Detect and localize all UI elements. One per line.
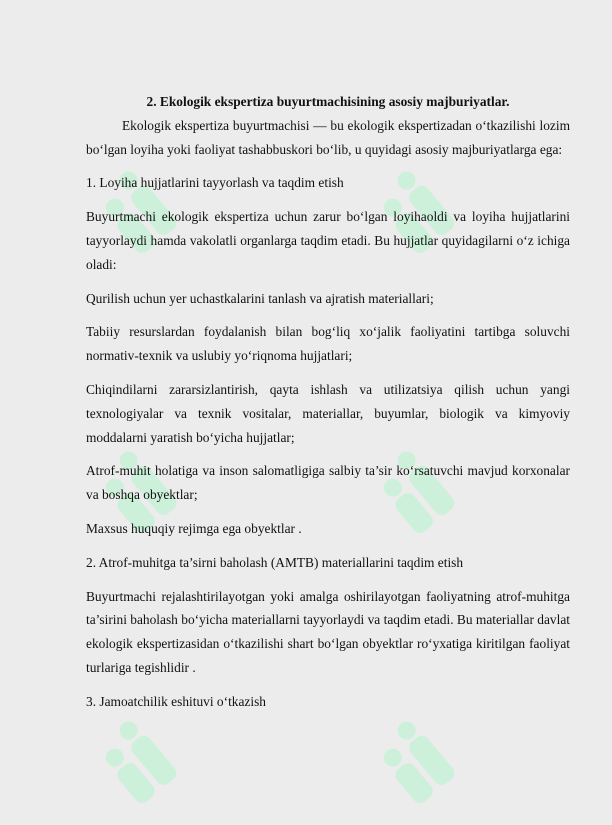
list-item: Maxsus huquqiy rejimga ega obyektlar . xyxy=(86,520,302,536)
section-heading: 2. Ekologik ekspertiza buyurtmachisining asosiy majburiyatlar. xyxy=(146,94,510,109)
subheading-3: 3. Jamoatchilik eshituvi o‘tkazish xyxy=(86,693,266,709)
list-item: Tabiiy resurslardan foydalanish bilan bog‘liq xo‘jalik faoliyatini tartibga soluvchi normativ-texnik va uslubiy yo‘riqnoma hujjatlari; xyxy=(86,324,570,364)
paragraph: Buyurtmachi ekologik ekspertiza uchun zarur bo‘lgan loyihaoldi va loyiha hujjatlarini tayyorlaydi hamda vakolatli organlarga taqdim etadi. Bu hujjatlar quyidagilarni o‘z ichiga oladi: xyxy=(86,209,570,272)
subheading-2: 2. Atrof-muhitga ta’sirni baholash (AMTB) materiallarini taqdim etish xyxy=(86,554,464,570)
list-item: Qurilish uchun yer uchastkalarini tanlash va ajratish materiallari; xyxy=(86,290,434,306)
paragraph: Buyurtmachi rejalashtirilayotgan yoki amalga oshirilayotgan faoliyatning atrof-muhitga ta’sirini baholash bo‘yicha materiallarni tayyorlaydi va taqdim etadi. Bu materiallar davlat ekologik ekspertizasidan o‘tkazilishi shart bo‘lgan obyektlar ro‘yxatiga kiritilgan faoliyat turlariga tegishlidir . xyxy=(86,588,570,675)
intro-paragraph: Ekologik ekspertiza buyurtmachisi — bu ekologik ekspertizadan o‘tkazilishi lozim bo‘lgan loyiha yoki faoliyat tashabbuskori bo‘lib, u quyidagi asosiy majburiyatlarga ega: xyxy=(86,117,570,157)
subheading-1: 1. Loyiha hujjatlarini tayyorlash va taqdim etish xyxy=(86,175,344,191)
document-body xyxy=(86,90,570,714)
list-item: Chiqindilarni zararsizlantirish, qayta ishlash va utilizatsiya qilish uchun yangi texnologiyalar va texnik vositalar, materiallar, buyumlar, biologik va kimyoviy moddalarni yaratish bo‘yicha hujjatlar; xyxy=(86,381,570,445)
list-item: Atrof-muhit holatiga va inson salomatligiga salbiy ta’sir ko‘rsatuvchi mavjud korxonalar va boshqa obyektlar; xyxy=(86,463,570,503)
